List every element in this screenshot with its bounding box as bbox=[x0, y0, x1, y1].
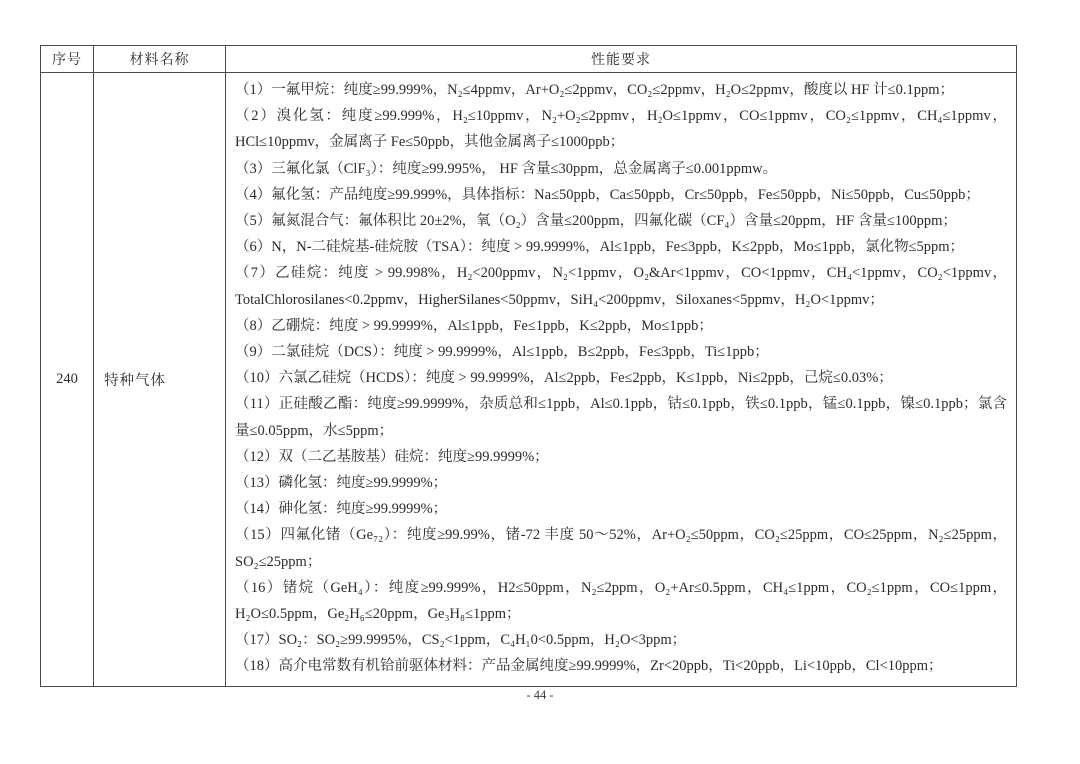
table-row bbox=[41, 73, 1017, 687]
requirement-item: （2）溴化氢：纯度≥99.999%，H₂≤10ppmv，N₂+O₂≤2ppmv，H₂O≤1ppmv，CO≤1ppmv，CO₂≤1ppmv，CH₄≤1ppmv，HCl≤10ppmv，金属离子 Fe≤50ppb，其他金属离子≤1000ppb； bbox=[235, 108, 1007, 151]
requirement-item: （6）N，N-二硅烷基-硅烷胺（TSA）：纯度 > 99.9999%，Al≤1ppb，Fe≤3ppb，K≤2ppb，Mo≤1ppb，氯化物≤5ppm； bbox=[235, 239, 965, 256]
requirement-item: （1）一氟甲烷：纯度≥99.999%，N₂≤4ppmv，Ar+O₂≤2ppmv，CO₂≤2ppmv，H₂O≤2ppmv，酸度以 HF 计≤0.1ppm； bbox=[235, 82, 954, 98]
column-header-seq: 序号 bbox=[41, 46, 94, 73]
requirement-item: （8）乙硼烷：纯度 > 99.9999%，Al≤1ppb，Fe≤1ppb，K≤2ppb，Mo≤1ppb； bbox=[235, 317, 713, 334]
requirements-cell bbox=[226, 73, 1017, 687]
requirement-item: （7）乙硅烷：纯度 > 99.998%，H₂<200ppmv，N₂<1ppmv，O₂&Ar<1ppmv，CO<1ppmv，CH₄<1ppmv，CO₂<1ppmv，TotalChlorosilanes<0.2ppmv，HigherSilanes<50ppmv，SiH₄<200ppmv，Siloxanes<5ppmv，H₂O<1ppmv； bbox=[235, 265, 1007, 308]
column-header-material: 材料名称 bbox=[94, 46, 226, 73]
requirement-item: （17）SO₂：SO₂≥99.9995%，CS₂<1ppm，C₄H₁0<0.5ppm，H₂O<3ppm； bbox=[235, 632, 687, 649]
requirement-item: （11）正硅酸乙酯：纯度≥99.9999%，杂质总和≤1ppb，Al≤0.1ppb，钴≤0.1ppb，铁≤0.1ppb，锰≤0.1ppb，镍≤0.1ppb；氯含量≤0.05ppm，水≤5ppm； bbox=[235, 396, 1007, 439]
requirement-item: （15）四氟化锗（Ge₇₂）：纯度≥99.99%，锗-72 丰度 50～52%，Ar+O₂≤50ppm，CO₂≤25ppm，CO≤25ppm，N₂≤25ppm，SO₂≤25ppm； bbox=[235, 527, 1007, 570]
requirement-item: （18）高介电常数有机铪前驱体材料：产品金属纯度≥99.9999%，Zr<20ppb，Ti<20ppb，Li<10ppb，Cl<10ppm； bbox=[235, 658, 943, 675]
requirement-item: （5）氟氮混合气：氟体积比 20±2%，氧（O₂）含量≤200ppm，四氟化碳（CF₄）含量≤20ppm，HF 含量≤100ppm； bbox=[235, 213, 957, 230]
requirement-item: （12）双（二乙基胺基）硅烷：纯度≥99.9999%； bbox=[235, 448, 549, 465]
materials-spec-table bbox=[40, 45, 1017, 687]
requirement-item: （9）二氯硅烷（DCS）：纯度 > 99.9999%，Al≤1ppb，B≤2ppb，Fe≤3ppb，Ti≤1ppb； bbox=[235, 344, 769, 361]
column-header-requirements: 性能要求 bbox=[226, 46, 1017, 73]
requirement-item: （3）三氟化氯（ClF₃）：纯度≥99.995%， HF 含量≤30ppm，总金属离子≤0.001ppmw。 bbox=[235, 160, 778, 177]
material-name-cell: 特种气体 bbox=[94, 73, 226, 687]
requirement-item: （14）砷化氢：纯度≥99.9999%； bbox=[235, 501, 448, 518]
table-header-row bbox=[41, 46, 1017, 73]
seq-cell: 240 bbox=[41, 73, 94, 687]
requirement-item: （10）六氯乙硅烷（HCDS）：纯度 > 99.9999%，Al≤2ppb，Fe≤2ppb，K≤1ppb，Ni≤2ppb，己烷≤0.03%； bbox=[235, 370, 893, 387]
requirement-item: （16）锗烷（GeH₄）：纯度≥99.999%，H2≤50ppm，N₂≤2ppm，O₂+Ar≤0.5ppm，CH₄≤1ppm，CO₂≤1ppm，CO≤1ppm，H₂O≤0.5ppm，Ge₂H₆≤20ppm，Ge₃H₈≤1ppm； bbox=[235, 579, 1007, 623]
page-number: - 44 - bbox=[526, 688, 554, 702]
requirement-item: （13）磷化氢：纯度≥99.9999%； bbox=[235, 475, 448, 492]
requirement-item: （4）氟化氢：产品纯度≥99.999%，具体指标：Na≤50ppb，Ca≤50ppb，Cr≤50ppb，Fe≤50ppb，Ni≤50ppb，Cu≤50ppb； bbox=[235, 186, 980, 203]
